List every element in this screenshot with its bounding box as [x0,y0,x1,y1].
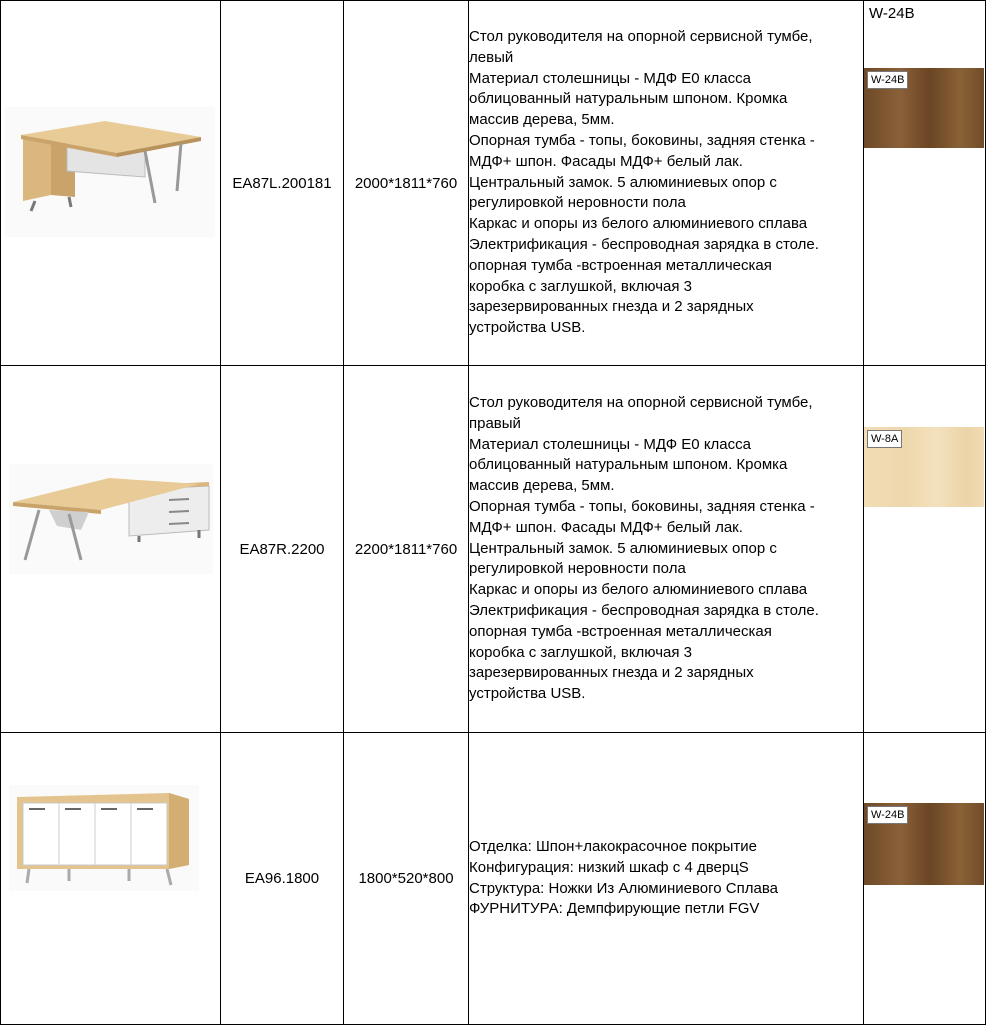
description-line: Стол руководителя на опорной сервисной тумбе, [469,394,813,412]
description-line: опорная тумба -встроенная металлическая [469,622,772,640]
product-image-cell [1,366,221,733]
description-line: регулировкой неровности пола [469,560,686,578]
description-line: Каркас и опоры из белого алюминиевого сплава [469,581,808,599]
product-image-cell [1,733,221,1025]
model-code: EA87L.200181 [221,1,344,366]
wood-swatch [864,803,984,885]
description-line: Центральный замок. 5 алюминиевых опор с [469,539,777,557]
description [469,733,864,1025]
description-line: Центральный замок. 5 алюминиевых опор с [469,173,777,191]
dimensions: 1800*520*800 [344,733,469,1025]
description-line: МДФ+ шпон. Фасады МДФ+ белый лак. [469,152,743,170]
wood-swatch [864,427,984,507]
description-line: опорная тумба -встроенная металлическая [469,256,772,274]
model-code: EA96.1800 [221,733,344,1025]
description [469,1,864,366]
description-line: Электрификация - беспроводная зарядка в столе. [469,235,819,253]
description-line: массив дерева, 5мм. [469,111,615,129]
description-line: устройства USB. [469,319,586,337]
description-line: устройства USB. [469,685,586,703]
dimensions: 2000*1811*760 [344,1,469,366]
swatch-label: W-24B [867,71,908,89]
dimensions: 2200*1811*760 [344,366,469,733]
description-line: Электрификация - беспроводная зарядка в столе. [469,601,819,619]
description-line: Опорная тумба - топы, боковины, задняя стенка - [469,498,815,515]
description-line: массив дерева, 5мм. [469,477,615,495]
cabinet-image [9,785,199,891]
description-line: Материал столешницы - МДФ Е0 класса [469,435,751,453]
description-line: облицованный натуральным шпоном. Кромка [469,90,788,108]
description-line: коробка с заглушкой, включая 3 [469,277,693,295]
wood-swatch [864,68,984,148]
desk-left-image [5,107,215,237]
finish-cell [864,366,986,733]
finish-header: W-24B [869,5,915,22]
description-line: МДФ+ шпон. Фасады МДФ+ белый лак. [469,518,743,536]
swatch-label: W-24B [867,806,908,824]
description-line: Структура: Ножки Из Алюминиевого Сплава [469,879,778,897]
table-row [1,1,986,366]
table-row [1,366,986,733]
description-line: левый [469,48,514,66]
description-line: Материал столешницы - МДФ Е0 класса [469,69,751,87]
finish-cell [864,733,986,1025]
desk-right-image [9,464,213,574]
description-line: регулировкой неровности пола [469,194,686,212]
description-line: ФУРНИТУРА: Демпфирующие петли FGV [469,900,760,918]
swatch-label: W-8A [867,430,902,448]
description-line: Каркас и опоры из белого алюминиевого сплава [469,215,808,233]
table-row [1,733,986,1025]
description-line: Опорная тумба - топы, боковины, задняя стенка - [469,132,815,149]
product-image-cell [1,1,221,366]
finish-cell [864,1,986,366]
description-line: правый [469,414,521,432]
description-line: коробка с заглушкой, включая 3 [469,643,693,661]
description [469,366,864,733]
description-line: Конфигурация: низкий шкаф с 4 дверцS [469,858,749,876]
model-code: EA87R.2200 [221,366,344,733]
description-line: зарезервированных гнезда и 2 зарядных [469,664,754,682]
description-line: облицованный натуральным шпоном. Кромка [469,456,788,474]
description-line: Стол руководителя на опорной сервисной тумбе, [469,28,813,46]
description-line: зарезервированных гнезда и 2 зарядных [469,298,754,316]
description-line: Отделка: Шпон+лакокрасочное покрытие [469,837,758,855]
